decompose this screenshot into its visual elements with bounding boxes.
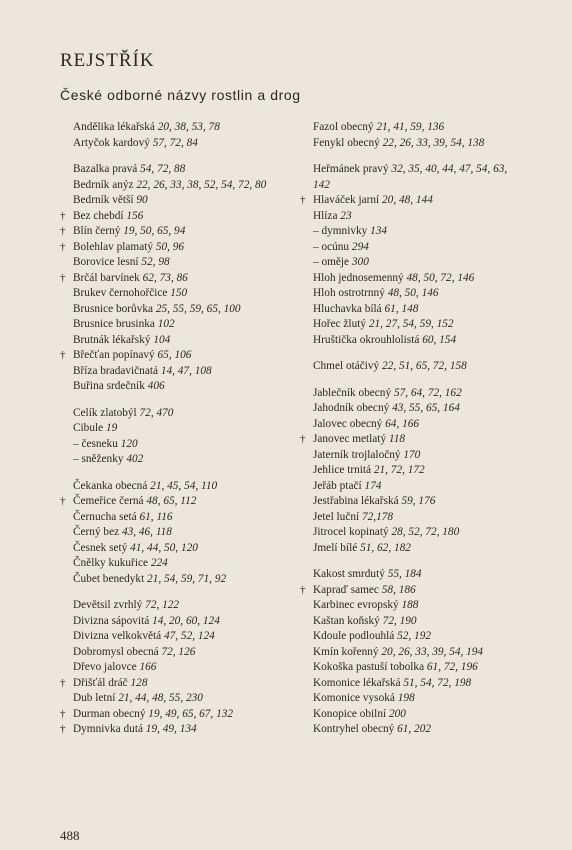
entry-pages: 20, 38, 53, 78	[157, 121, 220, 133]
entry-pages: 402	[126, 453, 144, 465]
index-entry	[60, 645, 290, 661]
entry-name: Česnek setý	[73, 541, 128, 554]
entry-pages: 224	[150, 557, 168, 569]
entry-pages: 59, 176	[401, 495, 436, 507]
entry-pages: 300	[351, 256, 369, 268]
dagger-mark: †	[300, 194, 306, 206]
entry-name: Kokoška pastuší tobolka	[313, 661, 425, 673]
entry-name: Čekanka obecná	[73, 479, 148, 492]
index-entry	[60, 660, 290, 676]
index-entry	[300, 417, 540, 433]
entry-pages: 104	[153, 333, 171, 346]
entry-name: – česneku	[73, 437, 118, 450]
entry-pages: 128	[130, 676, 148, 689]
entry-pages: 156	[126, 209, 144, 222]
index-entry	[60, 271, 290, 287]
index-entry	[60, 193, 290, 209]
index-entry	[300, 386, 540, 402]
entry-name: Dub letní	[73, 692, 116, 704]
index-entry	[300, 660, 540, 676]
entry-pages: 14, 20, 60, 124	[152, 614, 220, 627]
entry-pages: 120	[120, 437, 138, 450]
entry-pages: 21, 41, 59, 136	[376, 121, 445, 133]
entry-pages: 72, 190	[382, 614, 417, 627]
index-entry	[300, 271, 540, 287]
index-entry	[300, 479, 540, 495]
index-entry	[300, 707, 540, 723]
entry-pages: 51, 62, 182	[360, 541, 411, 554]
index-entry	[60, 676, 290, 692]
entry-name: Kdoule podlouhlá	[313, 630, 395, 642]
entry-name: Celík zlatobýl	[73, 406, 137, 419]
index-entry	[300, 567, 540, 583]
entry-name: Borovice lesní	[73, 256, 139, 268]
entry-pages: 61, 202	[397, 723, 431, 735]
entry-name: Chmel otáčivý	[313, 360, 380, 372]
entry-name: Karbinec evropský	[313, 599, 399, 611]
entry-name: Brutnák lékařský	[73, 333, 151, 346]
entry-name: Hloh ostrotrnný	[313, 287, 385, 299]
entry-name: Jeřáb ptačí	[313, 479, 362, 492]
index-entry	[60, 572, 290, 588]
index-entry	[300, 629, 540, 645]
dagger-mark: †	[60, 209, 66, 222]
entry-name: Bříza bradavičnatá	[73, 364, 158, 377]
index-entry	[300, 676, 540, 692]
index-column-left	[60, 120, 290, 738]
index-entry	[60, 136, 290, 152]
entry-name: Andělika lékařská	[73, 121, 155, 133]
index-entry	[60, 364, 290, 380]
index-entry	[60, 224, 290, 240]
entry-pages: 20, 26, 33, 39, 54, 194	[381, 645, 484, 658]
entry-pages: 51, 54, 72, 198	[403, 676, 472, 689]
entry-spacer	[60, 468, 290, 479]
index-entry	[60, 479, 290, 495]
entry-pages: 22, 26, 33, 39, 54, 138	[382, 136, 485, 149]
index-entry	[300, 136, 540, 152]
index-entry	[60, 556, 290, 572]
index-entry	[60, 541, 290, 557]
entry-spacer	[60, 395, 290, 406]
entry-pages: 170	[403, 448, 421, 461]
index-entry	[60, 452, 290, 468]
entry-pages: 72, 122	[145, 599, 180, 611]
index-entry	[300, 494, 540, 510]
entry-name: Jmelí bílé	[313, 541, 358, 554]
entry-pages: 61, 148	[384, 302, 419, 315]
entry-name: Brusnice borůvka	[73, 302, 153, 315]
entry-name: Břečťan popínavý	[73, 349, 155, 361]
entry-name: – dymnivky	[313, 225, 368, 237]
entry-spacer	[60, 587, 290, 598]
entry-name: Divizna sápovitá	[73, 614, 150, 627]
page-number: 488	[60, 828, 80, 843]
index-entry	[60, 255, 290, 271]
entry-pages: 48, 65, 112	[146, 495, 197, 507]
entry-name: Kakost smrdutý	[313, 568, 385, 580]
index-entry	[300, 178, 540, 194]
entry-pages: 72, 470	[139, 406, 174, 419]
entry-name: Hlaváček jarní	[313, 194, 380, 206]
entry-pages: 19, 49, 134	[145, 723, 197, 735]
index-entry	[60, 317, 290, 333]
index-entry	[60, 333, 290, 349]
entry-name: Janovec metlatý	[313, 433, 387, 445]
entry-pages: 47, 52, 124	[163, 630, 215, 642]
index-entry	[300, 317, 540, 333]
entry-pages: 294	[351, 240, 369, 253]
entry-pages: 55, 184	[387, 568, 422, 580]
entry-pages: 134	[370, 225, 388, 237]
index-entry	[60, 598, 290, 614]
entry-pages: 57, 72, 84	[152, 136, 198, 149]
index-entry	[60, 178, 290, 194]
entry-name: Čnělky kukuřice	[73, 557, 148, 569]
index-entry	[300, 448, 540, 464]
dagger-mark: †	[60, 676, 66, 689]
index-entry	[300, 691, 540, 707]
dagger-mark: †	[60, 240, 66, 253]
index-entry	[60, 614, 290, 630]
entry-pages: 60, 154	[422, 333, 457, 346]
index-entry	[60, 510, 290, 526]
entry-pages: 25, 55, 59, 65, 100	[155, 302, 241, 315]
entry-pages: 41, 44, 50, 120	[130, 541, 198, 554]
index-entry	[60, 494, 290, 510]
entry-pages: 21, 54, 59, 71, 92	[147, 572, 227, 585]
index-entry	[60, 691, 290, 707]
index-entry	[300, 541, 540, 557]
entry-pages: 57, 64, 72, 162	[393, 386, 462, 399]
index-entry	[300, 401, 540, 417]
entry-pages: 14, 47, 108	[160, 364, 212, 377]
index-entry	[60, 421, 290, 437]
index-entry	[60, 120, 290, 136]
entry-pages: 52, 98	[141, 256, 170, 268]
index-entry	[300, 302, 540, 318]
entry-name: Hořec žlutý	[313, 318, 367, 330]
entry-name: Jetel luční	[313, 510, 360, 523]
entry-spacer	[300, 556, 540, 567]
dagger-mark: †	[300, 583, 306, 596]
entry-pages: 118	[388, 433, 406, 445]
index-entry	[300, 645, 540, 661]
index-entry	[300, 120, 540, 136]
entry-name: – sněženky	[73, 453, 124, 465]
dagger-mark: †	[60, 225, 66, 237]
index-entry	[60, 286, 290, 302]
entry-name: Konopice obilní	[313, 707, 387, 720]
entry-name: Jitrocel kopinatý	[313, 526, 389, 538]
index-entry	[300, 583, 540, 599]
entry-name: Buřina srdečník	[73, 380, 145, 392]
entry-name: Brusnice brusinka	[73, 318, 155, 330]
entry-name: Artyčok kardový	[73, 136, 150, 149]
index-entry	[300, 463, 540, 479]
index-entry	[300, 162, 540, 178]
entry-pages: 22, 51, 65, 72, 158	[382, 360, 467, 372]
entry-pages: 150	[170, 287, 188, 299]
index-column-right	[300, 120, 540, 738]
index-entry	[60, 437, 290, 453]
index-entry	[300, 255, 540, 271]
entry-name: Komonice vysoká	[313, 692, 395, 704]
entry-name: Dřišťál dráč	[73, 676, 128, 689]
entry-name: Brukev černohořčice	[73, 287, 168, 299]
entry-spacer	[300, 375, 540, 386]
index-entry	[300, 722, 540, 738]
entry-pages: 174	[364, 479, 382, 492]
index-entry	[300, 432, 540, 448]
page-subtitle: České odborné názvy rostlin a drog	[60, 87, 301, 103]
index-entry	[60, 348, 290, 364]
entry-pages: 48, 50, 72, 146	[406, 271, 475, 284]
entry-name: Bedrník anýz	[73, 178, 134, 191]
index-entry	[300, 614, 540, 630]
entry-name: Durman obecný	[73, 707, 146, 720]
entry-pages: 21, 72, 172	[373, 464, 425, 476]
entry-name: Divizna velkokvětá	[73, 630, 162, 642]
dagger-mark: †	[300, 433, 306, 445]
entry-name: Jablečník obecný	[313, 386, 392, 399]
entry-pages: 166	[139, 661, 157, 673]
entry-pages: 142	[313, 178, 330, 191]
entry-pages: 72, 126	[161, 645, 196, 658]
entry-pages: 61, 116	[139, 510, 173, 523]
entry-pages: 32, 35, 40, 44, 47, 54, 63,	[391, 163, 508, 175]
entry-name: Kaštan koňský	[313, 614, 380, 627]
entry-name: Čemeřice černá	[73, 495, 144, 507]
entry-name: – ocúnu	[313, 240, 350, 253]
index-entry	[300, 224, 540, 240]
entry-name: Heřmánek pravý	[313, 163, 389, 175]
entry-pages: 65, 106	[157, 349, 192, 361]
entry-name: Hlíza	[313, 209, 338, 222]
entry-name: Fenykl obecný	[313, 136, 380, 149]
entry-pages: 21, 27, 54, 59, 152	[368, 318, 454, 330]
entry-name: Devětsil zvrhlý	[73, 599, 143, 611]
entry-spacer	[300, 151, 540, 162]
index-entry	[60, 240, 290, 256]
index-entry	[60, 162, 290, 178]
index-entry	[60, 525, 290, 541]
dagger-mark: †	[60, 271, 66, 284]
entry-pages: 21, 44, 48, 55, 230	[118, 692, 203, 704]
page-title: REJSTŘÍK	[60, 50, 155, 71]
entry-name: – oměje	[313, 256, 350, 268]
entry-name: Brčál barvínek	[73, 271, 140, 284]
entry-name: Bedrník větší	[73, 194, 134, 206]
entry-name: Dobromysl obecná	[73, 645, 159, 658]
entry-pages: 62, 73, 86	[142, 271, 188, 284]
index-entry	[60, 629, 290, 645]
entry-pages: 23	[340, 209, 352, 222]
entry-pages: 102	[157, 318, 175, 330]
index-entry	[300, 193, 540, 209]
entry-name: Komonice lékařská	[313, 676, 401, 689]
entry-pages: 64, 166	[385, 417, 420, 430]
entry-name: Kmín kořenný	[313, 645, 379, 658]
index-entry	[60, 707, 290, 723]
entry-pages: 48, 50, 146	[387, 287, 439, 299]
entry-pages: 90	[136, 194, 148, 206]
index-entry	[60, 209, 290, 225]
entry-pages: 19, 50, 65, 94	[123, 225, 186, 237]
entry-name: Hloh jednosemenný	[313, 271, 404, 284]
entry-pages: 58, 186	[381, 583, 416, 596]
index-entry	[300, 286, 540, 302]
entry-pages: 19	[105, 422, 118, 434]
entry-pages: 43, 46, 118	[121, 526, 172, 538]
index-entry	[300, 525, 540, 541]
entry-pages: 50, 96	[155, 240, 185, 253]
index-entry	[300, 333, 540, 349]
entry-pages: 22, 26, 33, 38, 52, 54, 72, 80	[136, 178, 267, 191]
entry-pages: 52, 192	[397, 630, 431, 642]
index-entry	[60, 722, 290, 738]
entry-name: Černý bez	[73, 526, 120, 538]
entry-name: Bez chebdí	[73, 209, 124, 222]
dagger-mark: †	[60, 349, 66, 361]
index-entry	[300, 598, 540, 614]
entry-pages: 61, 72, 196	[426, 661, 478, 673]
entry-name: Jestřabina lékařská	[313, 495, 399, 507]
index-entry	[300, 359, 540, 375]
entry-spacer	[300, 348, 540, 359]
entry-name: Jehlice trnitá	[313, 464, 372, 476]
entry-pages: 72,178	[361, 510, 394, 523]
dagger-mark: †	[60, 707, 66, 720]
entry-spacer	[60, 151, 290, 162]
entry-name: Černucha setá	[73, 510, 137, 523]
entry-name: Fazol obecný	[313, 121, 374, 133]
entry-pages: 54, 72, 88	[140, 163, 186, 175]
entry-pages: 406	[147, 380, 165, 392]
entry-name: Jalovec obecný	[313, 417, 383, 430]
entry-pages: 188	[401, 599, 419, 611]
entry-pages: 20, 48, 144	[382, 194, 433, 206]
dagger-mark: †	[60, 495, 66, 507]
entry-pages: 28, 52, 72, 180	[391, 526, 460, 538]
entry-name: Cibule	[73, 422, 104, 434]
dagger-mark: †	[60, 723, 66, 735]
entry-name: Bazalka pravá	[73, 163, 138, 175]
entry-name: Hruštička okrouhlolistá	[313, 333, 420, 346]
entry-name: Jaterník trojlaločný	[313, 448, 401, 461]
entry-pages: 21, 45, 54, 110	[150, 479, 218, 492]
entry-name: Blín černý	[73, 225, 121, 237]
entry-name: Bolehlav plamatý	[73, 240, 153, 253]
entry-pages: 43, 55, 65, 164	[392, 402, 460, 414]
entry-pages: 19, 49, 65, 67, 132	[148, 707, 234, 720]
index-entry	[60, 302, 290, 318]
index-entry	[60, 379, 290, 395]
entry-name: Čubet benedykt	[73, 572, 145, 585]
entry-pages: 200	[388, 707, 406, 720]
entry-name: Kontryhel obecný	[313, 723, 395, 735]
entry-name: Jahodník obecný	[313, 402, 390, 414]
index-entry	[60, 406, 290, 422]
entry-pages: 198	[397, 692, 415, 704]
entry-name: Dřevo jalovce	[73, 661, 137, 673]
entry-name: Hluchavka bílá	[313, 302, 382, 315]
index-entry	[300, 209, 540, 225]
entry-name: Dymnivka dutá	[73, 723, 143, 735]
entry-name: Kapraď samec	[313, 583, 379, 596]
index-entry	[300, 240, 540, 256]
index-entry	[300, 510, 540, 526]
